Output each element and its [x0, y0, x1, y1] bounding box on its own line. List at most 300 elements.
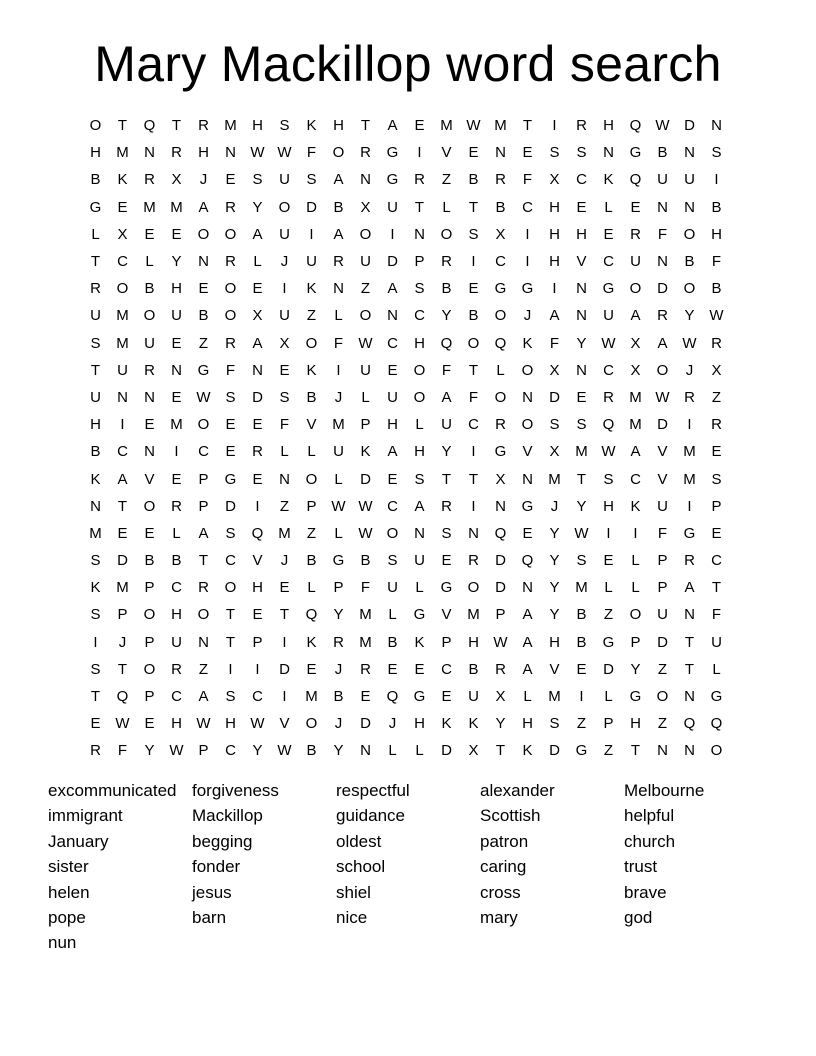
grid-letter: N [333, 280, 344, 298]
grid-letter: R [333, 633, 344, 651]
grid-letter: E [630, 198, 641, 216]
grid-letter: E [225, 443, 236, 461]
grid-letter: K [306, 117, 317, 135]
grid-letter: Z [441, 171, 452, 189]
grid-letter: G [413, 606, 426, 624]
grid-letter: L [361, 388, 370, 406]
grid-letter: D [117, 552, 128, 570]
grid-letter: I [417, 144, 422, 162]
grid-letter: E [468, 280, 479, 298]
grid-letter: C [468, 416, 479, 434]
grid-letter: D [441, 742, 452, 760]
grid-letter: E [117, 524, 128, 542]
grid-letter: E [252, 606, 263, 624]
grid-letter: Y [252, 198, 263, 216]
grid-letter: H [549, 253, 560, 271]
grid-letter: L [604, 688, 613, 706]
grid-letter: N [495, 497, 506, 515]
grid-letter: F [549, 334, 560, 352]
grid-letter: J [280, 552, 289, 570]
grid-letter: B [144, 280, 155, 298]
grid-letter: E [252, 280, 263, 298]
word-list-item: alexander [480, 781, 555, 800]
grid-letter: P [144, 579, 155, 597]
grid-letter: P [117, 606, 128, 624]
grid-letter: Z [711, 388, 722, 406]
grid-letter: R [360, 660, 371, 678]
grid-letter: A [117, 470, 128, 488]
grid-letter: O [305, 715, 318, 733]
grid-letter: N [603, 144, 614, 162]
grid-letter: J [523, 307, 532, 325]
grid-letter: O [224, 307, 237, 325]
grid-letter: H [252, 579, 263, 597]
grid-letter: A [522, 633, 533, 651]
grid-letter: L [712, 660, 721, 678]
word-list-item: shiel [336, 882, 371, 902]
grid-letter: H [171, 715, 182, 733]
grid-letter: C [522, 198, 533, 216]
grid-letter: A [333, 225, 344, 243]
grid-letter: I [309, 225, 314, 243]
grid-letter: S [225, 524, 236, 542]
grid-letter: F [225, 361, 236, 379]
grid-letter: I [255, 660, 260, 678]
grid-letter: A [387, 280, 398, 298]
grid-letter: Y [171, 253, 182, 271]
grid-letter: G [602, 280, 615, 298]
grid-letter: U [360, 361, 371, 379]
grid-letter: F [711, 253, 722, 271]
grid-letter: P [657, 579, 668, 597]
grid-letter: I [174, 443, 179, 461]
grid-letter: T [117, 660, 128, 678]
grid-letter: B [90, 443, 101, 461]
grid-letter: T [279, 606, 290, 624]
grid-letter: T [198, 552, 209, 570]
grid-letter: B [144, 552, 155, 570]
grid-letter: S [252, 171, 263, 189]
grid-letter: S [225, 688, 236, 706]
grid-letter: L [388, 742, 397, 760]
grid-letter: F [441, 361, 452, 379]
grid-letter: Q [494, 524, 507, 542]
grid-letter: O [224, 225, 237, 243]
grid-letter: U [684, 171, 695, 189]
grid-letter: A [684, 579, 695, 597]
grid-row [82, 683, 730, 710]
grid-letter: P [144, 688, 155, 706]
grid-letter: X [495, 470, 506, 488]
grid-letter: B [468, 660, 479, 678]
grid-letter: B [198, 307, 209, 325]
grid-letter: Y [549, 579, 560, 597]
grid-letter: U [90, 388, 101, 406]
grid-letter: E [171, 334, 182, 352]
grid-letter: C [225, 552, 236, 570]
grid-letter: M [629, 416, 642, 434]
grid-letter: S [279, 388, 290, 406]
word-list-item: cross [480, 882, 521, 902]
grid-letter: O [494, 307, 507, 325]
grid-letter: N [360, 742, 371, 760]
grid-letter: N [144, 388, 155, 406]
grid-row [82, 629, 730, 656]
grid-letter: M [116, 334, 129, 352]
grid-letter: L [145, 253, 154, 271]
grid-letter: D [495, 552, 506, 570]
grid-letter: A [414, 497, 425, 515]
grid-letter: M [89, 524, 102, 542]
grid-letter: K [468, 715, 479, 733]
grid-row [82, 574, 730, 601]
grid-letter: D [387, 253, 398, 271]
grid-letter: M [224, 117, 237, 135]
grid-letter: S [576, 144, 587, 162]
grid-letter: M [359, 606, 372, 624]
grid-letter: N [117, 388, 128, 406]
grid-letter: S [414, 470, 425, 488]
grid-letter: M [494, 117, 507, 135]
grid-letter: Z [657, 715, 668, 733]
grid-letter: E [387, 470, 398, 488]
grid-letter: H [468, 633, 479, 651]
grid-letter: Y [549, 552, 560, 570]
grid-letter: K [522, 742, 533, 760]
grid-letter: E [306, 660, 317, 678]
grid-letter: B [306, 388, 317, 406]
grid-letter: J [199, 171, 208, 189]
grid-letter: C [711, 552, 722, 570]
grid-letter: R [495, 660, 506, 678]
grid-letter: T [684, 633, 695, 651]
grid-letter: B [576, 633, 587, 651]
grid-letter: O [413, 361, 426, 379]
grid-letter: A [630, 443, 641, 461]
grid-letter: Z [603, 742, 614, 760]
grid-letter: W [250, 144, 265, 162]
grid-letter: D [495, 579, 506, 597]
grid-letter: Q [143, 117, 156, 135]
grid-letter: O [278, 198, 291, 216]
grid-letter: B [333, 198, 344, 216]
grid-letter: H [90, 416, 101, 434]
grid-row [82, 465, 730, 492]
grid-letter: I [336, 361, 341, 379]
grid-letter: A [657, 334, 668, 352]
grid-letter: J [118, 633, 127, 651]
grid-letter: T [90, 253, 101, 271]
grid-letter: G [197, 361, 210, 379]
grid-letter: H [522, 715, 533, 733]
grid-letter: O [197, 225, 210, 243]
grid-letter: U [468, 688, 479, 706]
grid-letter: F [657, 524, 668, 542]
grid-letter: L [604, 579, 613, 597]
grid-letter: X [495, 688, 506, 706]
grid-letter: X [630, 334, 641, 352]
grid-letter: P [198, 470, 209, 488]
grid-letter: R [171, 497, 182, 515]
grid-letter: I [606, 524, 611, 542]
grid-letter: D [252, 388, 263, 406]
word-list-item: church [624, 831, 676, 851]
grid-letter: P [144, 633, 155, 651]
grid-letter: U [171, 307, 182, 325]
grid-letter: W [601, 443, 616, 461]
grid-letter: A [198, 198, 209, 216]
grid-letter: O [656, 361, 669, 379]
grid-letter: E [171, 388, 182, 406]
grid-letter: M [143, 198, 156, 216]
grid-letter: A [387, 443, 398, 461]
grid-letter: P [414, 253, 425, 271]
grid-letter: S [90, 606, 101, 624]
grid-letter: E [576, 660, 587, 678]
grid-letter: A [630, 307, 641, 325]
grid-letter: R [225, 334, 236, 352]
grid-letter: B [576, 606, 587, 624]
grid-letter: L [496, 361, 505, 379]
grid-letter: P [441, 633, 452, 651]
grid-letter: I [255, 497, 260, 515]
grid-letter: E [603, 552, 614, 570]
grid-letter: P [630, 633, 641, 651]
grid-letter: N [684, 688, 695, 706]
grid-letter: K [306, 361, 317, 379]
grid-letter: A [549, 307, 560, 325]
grid-letter: S [306, 171, 317, 189]
grid-letter: R [414, 171, 425, 189]
grid-row [82, 357, 730, 384]
grid-letter: A [522, 606, 533, 624]
grid-letter: L [415, 579, 424, 597]
grid-letter: U [387, 198, 398, 216]
grid-letter: C [576, 171, 587, 189]
grid-letter: O [440, 225, 453, 243]
grid-letter: N [684, 742, 695, 760]
grid-letter: Q [710, 715, 723, 733]
grid-letter: O [305, 334, 318, 352]
grid-letter: U [279, 171, 290, 189]
word-list-item: fonder [192, 857, 241, 877]
word-list-item: January [48, 831, 109, 851]
grid-letter: P [306, 497, 317, 515]
grid-letter: E [144, 416, 155, 434]
grid-letter: S [279, 117, 290, 135]
grid-letter: Q [629, 171, 642, 189]
grid-letter: X [549, 361, 560, 379]
grid-letter: B [684, 253, 695, 271]
grid-letter: N [576, 361, 587, 379]
grid-letter: N [522, 470, 533, 488]
grid-letter: S [468, 225, 479, 243]
grid-letter: I [471, 253, 476, 271]
grid-letter: I [687, 416, 692, 434]
grid-letter: K [306, 633, 317, 651]
grid-letter: I [552, 280, 557, 298]
grid-letter: P [711, 497, 722, 515]
grid-letter: O [89, 117, 102, 135]
grid-letter: W [169, 742, 184, 760]
grid-letter: R [684, 552, 695, 570]
grid-letter: W [574, 524, 589, 542]
grid-row [82, 438, 730, 465]
grid-letter: N [360, 171, 371, 189]
word-list-item: forgiveness [192, 781, 279, 800]
grid-letter: B [387, 633, 398, 651]
grid-letter: U [414, 552, 425, 570]
grid-letter: U [603, 307, 614, 325]
grid-letter: O [413, 388, 426, 406]
grid-letter: M [305, 688, 318, 706]
grid-row [82, 221, 730, 248]
grid-letter: D [306, 198, 317, 216]
grid-letter: B [441, 280, 452, 298]
grid-letter: E [198, 280, 209, 298]
grid-letter: H [414, 443, 425, 461]
grid-letter: M [170, 416, 183, 434]
grid-letter: R [333, 253, 344, 271]
word-list-item: Melbourne [624, 781, 705, 800]
grid-letter: V [657, 443, 668, 461]
grid-letter: I [390, 225, 395, 243]
grid-letter: A [198, 524, 209, 542]
grid-letter: S [576, 416, 587, 434]
grid-letter: L [307, 579, 316, 597]
grid-letter: L [334, 470, 343, 488]
grid-letter: C [171, 579, 182, 597]
grid-letter: D [279, 660, 290, 678]
grid-letter: E [441, 552, 452, 570]
grid-letter: N [279, 470, 290, 488]
grid-letter: N [198, 633, 209, 651]
grid-row [82, 302, 730, 329]
grid-letter: G [521, 497, 534, 515]
grid-letter: O [143, 606, 156, 624]
grid-letter: H [603, 497, 614, 515]
grid-letter: L [307, 443, 316, 461]
grid-letter: C [603, 253, 614, 271]
grid-letter: E [522, 524, 533, 542]
grid-letter: Y [576, 334, 587, 352]
grid-letter: U [711, 633, 722, 651]
grid-letter: I [525, 225, 530, 243]
grid-letter: C [495, 253, 506, 271]
grid-letter: G [440, 579, 453, 597]
grid-letter: X [549, 443, 560, 461]
grid-letter: R [495, 416, 506, 434]
grid-letter: N [144, 443, 155, 461]
grid-letter: M [359, 633, 372, 651]
grid-letter: N [144, 144, 155, 162]
grid-letter: I [228, 660, 233, 678]
word-list-item: nice [336, 907, 368, 927]
grid-letter: I [471, 497, 476, 515]
grid-letter: F [711, 606, 722, 624]
grid-letter: M [170, 198, 183, 216]
grid-letter: Q [116, 688, 129, 706]
grid-letter: Z [657, 660, 668, 678]
grid-row [82, 330, 730, 357]
grid-letter: T [522, 117, 533, 135]
grid-letter: A [387, 117, 398, 135]
grid-letter: M [629, 388, 642, 406]
grid-letter: J [280, 253, 289, 271]
grid-letter: R [684, 388, 695, 406]
grid-letter: R [144, 171, 155, 189]
grid-letter: M [548, 470, 561, 488]
grid-letter: X [711, 361, 722, 379]
grid-letter: R [225, 253, 236, 271]
grid-row [82, 493, 730, 520]
grid-letter: S [603, 470, 614, 488]
grid-letter: U [333, 443, 344, 461]
grid-letter: O [197, 416, 210, 434]
grid-letter: E [387, 361, 398, 379]
grid-letter: E [90, 715, 101, 733]
grid-letter: Y [333, 606, 344, 624]
grid-letter: Z [306, 307, 317, 325]
grid-letter: V [144, 470, 155, 488]
grid-letter: W [493, 633, 508, 651]
grid-letter: P [333, 579, 344, 597]
grid-letter: H [630, 715, 641, 733]
grid-letter: F [522, 171, 533, 189]
word-list-item: barn [192, 907, 227, 927]
word-list-item: begging [192, 831, 253, 851]
grid-letter: F [279, 416, 290, 434]
grid-letter: D [684, 117, 695, 135]
grid-letter: G [629, 688, 642, 706]
grid-letter: K [306, 280, 317, 298]
grid-letter: N [252, 361, 263, 379]
grid-letter: U [144, 334, 155, 352]
grid-letter: T [630, 742, 641, 760]
grid-letter: V [576, 253, 587, 271]
grid-letter: X [630, 361, 641, 379]
grid-letter: M [548, 688, 561, 706]
grid-letter: U [171, 633, 182, 651]
grid-letter: Q [386, 688, 399, 706]
grid-letter: O [629, 280, 642, 298]
grid-letter: W [466, 117, 481, 135]
grid-letter: S [711, 470, 722, 488]
grid-letter: V [441, 606, 452, 624]
grid-letter: A [333, 171, 344, 189]
grid-letter: T [117, 497, 128, 515]
grid-letter: T [468, 361, 479, 379]
grid-letter: W [196, 715, 211, 733]
grid-letter: I [714, 171, 719, 189]
grid-letter: O [386, 524, 399, 542]
word-list-item: trust [624, 857, 658, 877]
grid-letter: O [224, 579, 237, 597]
word-list-item: nun [48, 933, 77, 953]
grid-letter: W [358, 524, 373, 542]
grid-letter: F [468, 388, 479, 406]
grid-letter: D [603, 660, 614, 678]
grid-letter: G [386, 171, 399, 189]
grid-letter: I [282, 688, 287, 706]
grid-letter: U [657, 497, 668, 515]
grid-letter: C [387, 497, 398, 515]
grid-letter: R [171, 660, 182, 678]
grid-letter: P [198, 497, 209, 515]
grid-letter: O [710, 742, 723, 760]
grid-letter: A [198, 688, 209, 706]
grid-letter: W [331, 497, 346, 515]
